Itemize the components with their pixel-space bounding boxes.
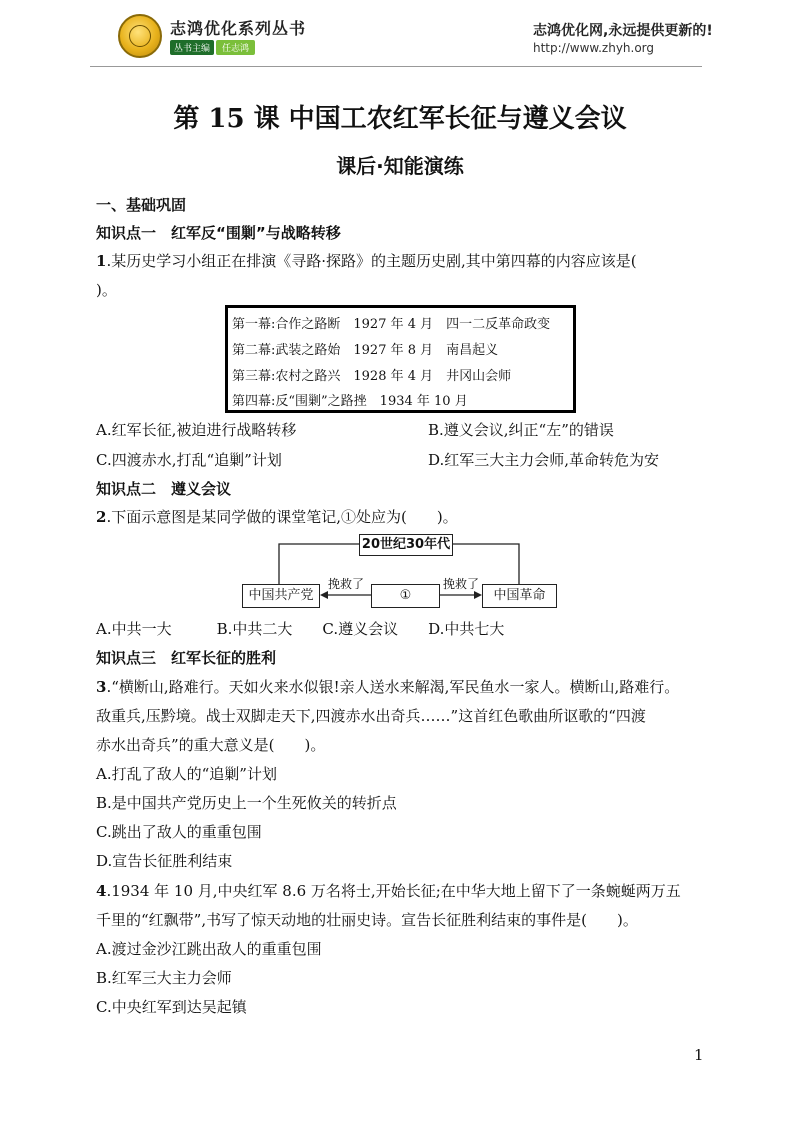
series-name: 志鸿优化系列丛书: [170, 19, 307, 38]
q1-table-box: [225, 305, 576, 413]
q1-table-row: 第一幕:合作之路断 1927 年 4 月 四一二反革命政变: [232, 317, 551, 332]
q1-option-a: A.红军长征,被迫进行战略转移: [96, 421, 297, 439]
page-subtitle: 课后·知能演练: [336, 154, 464, 178]
editor-name: 任志鸿: [216, 40, 255, 55]
editor-label: 丛书主编: [170, 40, 214, 55]
diagram-arrow-label-left: 挽救了: [328, 577, 365, 591]
page-number: 1: [694, 1046, 704, 1064]
question-4-line-2: 千里的“红飘带”,书写了惊天动地的壮丽史诗。宣告长征胜利结束的事件是( )。: [96, 911, 638, 929]
diagram-top-node: 20世纪30年代: [359, 534, 453, 556]
page-title: 第 15 课 中国工农红军长征与遵义会议: [173, 104, 627, 134]
q1-table-row: 第三幕:农村之路兴 1928 年 4 月 井冈山会师: [232, 369, 512, 384]
question-1-line-2: )。: [96, 281, 117, 299]
header-divider: [90, 66, 702, 67]
question-3-line-2: 敌重兵,压黔境。战士双脚走天下,四渡赤水出奇兵……”这首红色歌曲所讴歌的“四渡: [96, 707, 646, 725]
diagram-arrow-label-right: 挽救了: [443, 577, 480, 591]
section-heading: 一、基础巩固: [96, 196, 187, 214]
question-3-line-1: 3.“横断山,路难行。天如火来水似银!亲人送水来解渴,军民鱼水一家人。横断山,路难行。: [96, 678, 680, 696]
q1-table-row: 第二幕:武装之路始 1927 年 8 月 南昌起义: [232, 343, 499, 358]
q3-option-d: D.宣告长征胜利结束: [96, 852, 233, 870]
page-header: [0, 0, 800, 80]
editor-badge: [170, 40, 255, 55]
q1-table-row: 第四幕:反“围剿”之路挫 1934 年 10 月: [232, 394, 468, 409]
header-slogan: 志鸿优化网,永远提供更新的!: [533, 23, 713, 39]
q4-option-b: B.红军三大主力会师: [96, 969, 232, 987]
header-url[interactable]: http://www.zhyh.org: [533, 41, 655, 55]
q2-diagram: [240, 530, 560, 612]
knowledge-point-3: 知识点三 红军长征的胜利: [96, 649, 277, 667]
q2-options: A.中共一大 B.中共二大 C.遵义会议 D.中共七大: [96, 620, 505, 638]
q1-option-d: D.红军三大主力会师,革命转危为安: [428, 451, 660, 469]
diagram-left-node: 中国共产党: [242, 584, 320, 608]
q1-option-c: C.四渡赤水,打乱“追剿”计划: [96, 451, 282, 469]
question-4-line-1: 4.1934 年 10 月,中央红军 8.6 万名将士,开始长征;在中华大地上留下了一条蜿蜒两万五: [96, 882, 681, 900]
question-1-line-1: 1.某历史学习小组正在排演《寻路·探路》的主题历史剧,其中第四幕的内容应该是(: [96, 252, 637, 270]
question-2-text: 2.下面示意图是某同学做的课堂笔记,①处应为( )。: [96, 508, 458, 526]
diagram-center-node: ①: [371, 584, 440, 608]
knowledge-point-1: 知识点一 红军反“围剿”与战略转移: [96, 224, 341, 242]
q1-option-b: B.遵义会议,纠正“左”的错误: [428, 421, 614, 439]
publisher-logo-icon: [118, 14, 162, 58]
q3-option-c: C.跳出了敌人的重重包围: [96, 823, 262, 841]
q4-option-a: A.渡过金沙江跳出敌人的重重包围: [96, 940, 322, 958]
question-3-line-3: 赤水出奇兵”的重大意义是( )。: [96, 736, 326, 754]
q3-option-a: A.打乱了敌人的“追剿”计划: [96, 765, 277, 783]
q4-option-c: C.中央红军到达吴起镇: [96, 998, 247, 1016]
knowledge-point-2: 知识点二 遵义会议: [96, 480, 232, 498]
diagram-right-node: 中国革命: [482, 584, 557, 608]
q3-option-b: B.是中国共产党历史上一个生死攸关的转折点: [96, 794, 397, 812]
